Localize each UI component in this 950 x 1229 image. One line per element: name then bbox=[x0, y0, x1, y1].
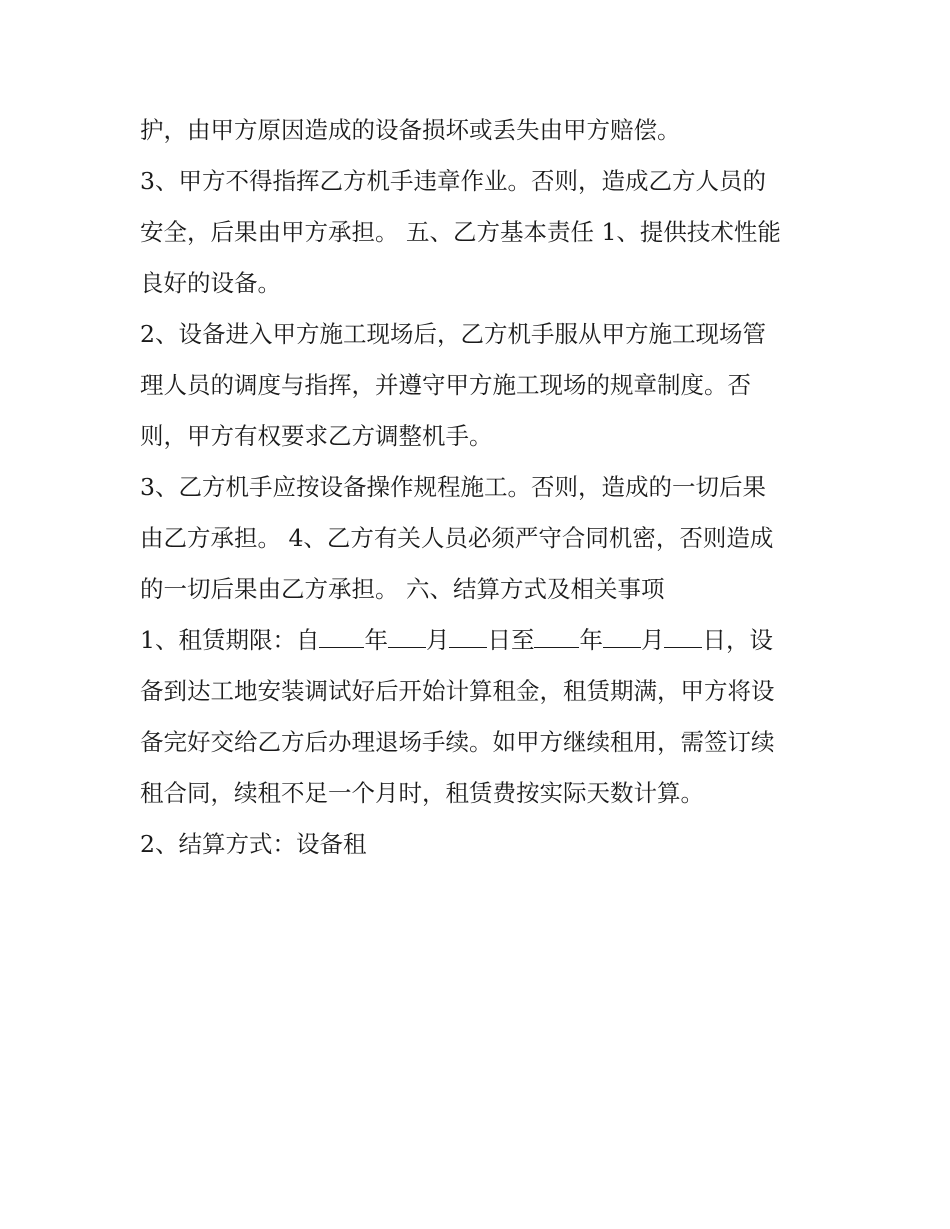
text-line: 理人员的调度与指挥，并遵守甲方施工现场的规章制度。否 bbox=[140, 371, 751, 399]
day-label: 日至 bbox=[487, 626, 535, 654]
day-blank bbox=[664, 621, 702, 648]
text-line: 良好的设备。 bbox=[140, 269, 281, 297]
text-line: 租合同，续租不足一个月时，租赁费按实际天数计算。 bbox=[140, 779, 704, 807]
year-label: 年 bbox=[364, 626, 388, 654]
month-label: 月 bbox=[425, 626, 450, 654]
text-line: 则，甲方有权要求乙方调整机手。 bbox=[140, 422, 493, 450]
month-blank bbox=[603, 621, 641, 648]
text-line: 护，由甲方原因造成的设备损坏或丢失由甲方赔偿。 bbox=[140, 116, 681, 144]
lease-term-prefix: 1、租赁期限：自 bbox=[140, 626, 320, 654]
text-line: 3、甲方不得指挥乙方机手违章作业。否则，造成乙方人员的 bbox=[140, 167, 766, 195]
year-label: 年 bbox=[579, 626, 603, 654]
text-line: 由乙方承担。 4、乙方有关人员必须严守合同机密，否则造成 bbox=[140, 524, 774, 552]
text-line: 备完好交给乙方后办理退场手续。如甲方继续租用，需签订续 bbox=[140, 728, 775, 756]
text-line: 备到达工地安装调试好后开始计算租金，租赁期满，甲方将设 bbox=[140, 677, 775, 705]
text-line: 安全，后果由甲方承担。 五、乙方基本责任 1、提供技术性能 bbox=[140, 218, 781, 246]
day-blank bbox=[449, 621, 487, 648]
text-line: 的一切后果由乙方承担。 六、结算方式及相关事项 bbox=[140, 575, 665, 603]
text-line: 2、设备进入甲方施工现场后，乙方机手服从甲方施工现场管 bbox=[140, 320, 766, 348]
month-label: 月 bbox=[640, 626, 665, 654]
document-body bbox=[140, 105, 820, 870]
month-blank bbox=[388, 621, 426, 648]
text-line: 3、乙方机手应按设备操作规程施工。否则，造成的一切后果 bbox=[140, 473, 766, 501]
day-label: 日，设 bbox=[702, 626, 773, 654]
lease-term-line bbox=[140, 615, 820, 666]
year-blank bbox=[319, 621, 364, 648]
text-line: 2、结算方式：设备租 bbox=[140, 830, 367, 858]
year-blank bbox=[534, 621, 579, 648]
